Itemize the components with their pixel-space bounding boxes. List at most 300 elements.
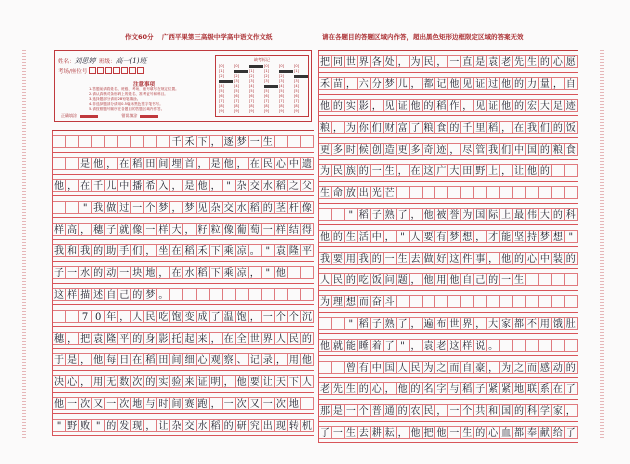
grid-cell: 地	[288, 397, 301, 410]
grid-cell: 7	[79, 310, 92, 323]
grid-cell: 实	[345, 100, 356, 112]
grid-cell: 他	[319, 231, 330, 243]
grid-cell	[565, 273, 578, 286]
notice-list	[89, 87, 209, 112]
grid-cell: 足	[552, 100, 563, 112]
grid-cell: 块	[131, 266, 144, 279]
grid-cell: "	[397, 230, 410, 243]
grid-cell: 记	[436, 79, 447, 91]
grid-cell: 民	[288, 332, 301, 345]
grid-cell: ，	[397, 166, 408, 178]
grid-cell: "	[262, 266, 275, 279]
grid-cell: 的	[262, 201, 275, 214]
grid-cell: 给	[552, 427, 563, 439]
grid-cell: 观	[210, 353, 223, 366]
grid-cell: 题	[397, 275, 408, 287]
grid-cell: 就	[118, 223, 131, 236]
grid-cell: ，	[249, 310, 262, 323]
grid-cell: ，	[501, 166, 512, 178]
grid-cell: 粮	[423, 122, 434, 134]
grid-cell	[513, 339, 526, 352]
grid-cell: 父	[301, 179, 314, 192]
grid-cell: 心	[275, 157, 288, 170]
grid-cell: 隆	[288, 244, 301, 257]
binding-stripe-right	[600, 50, 604, 440]
grid-cell	[487, 295, 500, 308]
grid-cell: ，	[79, 223, 92, 236]
grid-cell: ，	[410, 79, 421, 91]
grid-cell	[539, 295, 552, 308]
grid-cell: 水	[183, 266, 196, 279]
grid-cell: 一	[345, 406, 356, 418]
grid-cell: 次	[275, 397, 288, 410]
grid-cell: 沉	[301, 310, 314, 323]
grid-cell: 一	[223, 397, 236, 410]
grid-cell: ，	[144, 419, 157, 432]
grid-cell: 更	[319, 144, 330, 156]
grid-cell: 田	[157, 353, 170, 366]
grid-cell	[552, 186, 565, 199]
grid-cell: 证	[475, 79, 486, 91]
grid-cell: 一	[66, 397, 79, 410]
grid-cell	[53, 201, 66, 214]
grid-cell: 中	[539, 253, 550, 265]
grid-cell: 而	[358, 297, 369, 309]
grid-cell: 是	[210, 157, 223, 170]
grid-cell: 奋	[371, 297, 382, 309]
grid-cell: 是	[183, 179, 196, 192]
grid-cell: 尽	[462, 144, 473, 156]
grid-cell: 生	[462, 427, 473, 439]
grid-cell: 乘	[223, 266, 236, 279]
grid-cell: 稻	[197, 266, 210, 279]
grid-cell: 我	[79, 244, 92, 257]
grid-cell: 同	[332, 57, 343, 69]
grid-cell	[183, 288, 196, 301]
grid-cell: 他	[501, 79, 512, 91]
grid-cell: 把	[79, 332, 92, 345]
grid-cell: 世	[249, 332, 262, 345]
grid-cell: 他	[410, 427, 421, 439]
grid-cell	[565, 339, 578, 352]
grid-cell: 为	[410, 57, 421, 69]
grid-cell: 的	[358, 166, 369, 178]
grid-cell: 先	[332, 384, 343, 396]
grid-cell: 的	[565, 362, 576, 374]
grid-cell: ，	[475, 318, 486, 330]
grid-line	[52, 305, 314, 327]
grid-cell: 生	[345, 231, 356, 243]
grid-cell: 证	[488, 100, 499, 112]
grid-cell: 处	[384, 57, 395, 69]
grid-cell: 在	[223, 332, 236, 345]
grid-cell: 们	[539, 122, 550, 134]
grid-cell: 像	[131, 223, 144, 236]
grid-line	[318, 378, 578, 400]
grid-cell	[332, 208, 345, 221]
grid-cell	[539, 186, 552, 199]
grid-cell: 子	[105, 223, 118, 236]
grid-cell: 研	[236, 419, 249, 432]
grid-line	[52, 240, 314, 262]
grid-cell: 萄	[249, 223, 262, 236]
grid-cell: 地	[144, 266, 157, 279]
grid-cell: 为	[501, 362, 512, 374]
grid-cell: 籽	[197, 223, 210, 236]
grid-cell: 的	[345, 275, 356, 287]
grid-cell: 他	[501, 253, 512, 265]
grid-cell: 了	[565, 427, 576, 439]
answer-instruction: 请在各题目的答题区域内作答，超出黑色矩形边框限定区域的答案无效	[322, 33, 524, 41]
grid-cell: 用	[436, 275, 447, 287]
grid-cell: 和	[66, 244, 79, 257]
correct-fill-sample	[80, 115, 98, 118]
grid-cell: 人	[275, 332, 288, 345]
grid-cell: 赛	[183, 397, 196, 410]
grid-cell: 就	[332, 340, 343, 352]
grid-line	[318, 116, 578, 138]
grid-cell: 的	[539, 57, 550, 69]
notice-title: 注意事项	[133, 82, 156, 88]
grid-cell: 的	[475, 427, 486, 439]
grid-cell: ，	[66, 179, 79, 192]
grid-cell: ，	[249, 266, 262, 279]
grid-cell: 名	[423, 384, 434, 396]
grid-cell: 细	[183, 353, 196, 366]
grid-cell: 、	[236, 353, 249, 366]
grid-cell: 个	[144, 201, 157, 214]
grid-cell: 明	[210, 375, 223, 388]
grid-cell	[332, 361, 345, 374]
grid-cell: 起	[183, 332, 196, 345]
grid-cell: 的	[131, 288, 144, 301]
grid-cell: 紧	[501, 384, 512, 396]
grid-cell: 力	[526, 79, 537, 91]
grid-cell: 一	[249, 135, 262, 148]
grid-cell: 出	[262, 419, 275, 432]
grid-cell: 高	[66, 223, 79, 236]
grid-cell: 下	[288, 375, 301, 388]
grid-cell: "	[397, 339, 410, 352]
grid-cell: 数	[118, 375, 131, 388]
grid-cell: 的	[514, 100, 525, 112]
grid-cell: 交	[223, 201, 236, 214]
grid-cell: 做	[105, 201, 118, 214]
grid-cell: 梦	[539, 231, 550, 243]
grid-cell	[301, 397, 314, 410]
grid-cell	[275, 288, 288, 301]
grid-cell: ，	[488, 362, 499, 374]
grid-cell: 子	[475, 384, 486, 396]
grid-cell: 六	[358, 79, 369, 91]
grid-cell: ，	[488, 253, 499, 265]
grid-cell	[539, 339, 552, 352]
grid-cell: 系	[539, 384, 550, 396]
grid-line	[52, 371, 314, 393]
grid-cell: 这	[53, 288, 66, 301]
grid-cell: ，	[79, 353, 92, 366]
grid-cell: 不	[526, 318, 537, 330]
grid-cell: 睡	[358, 340, 369, 352]
grid-cell: 一	[131, 201, 144, 214]
grid-cell: 之	[288, 179, 301, 192]
grid-cell: 地	[514, 384, 525, 396]
grid-cell: 活	[358, 231, 369, 243]
grid-cell: 的	[144, 375, 157, 388]
grid-cell	[170, 288, 183, 301]
grid-cell: 世	[449, 318, 460, 330]
grid-cell: 才	[488, 231, 499, 243]
grid-cell: 。	[249, 244, 262, 257]
grid-cell: 了	[565, 384, 576, 396]
seat-number-cells	[89, 67, 145, 76]
grid-cell: ，	[371, 100, 382, 112]
grid-cell: 他	[92, 157, 105, 170]
grid-cell: 心	[488, 427, 499, 439]
grid-cell: ，	[210, 332, 223, 345]
grid-cell: 老	[436, 340, 447, 352]
grid-cell: 见	[475, 100, 486, 112]
grid-cell: 光	[371, 188, 382, 200]
grid-cell: ，	[397, 427, 408, 439]
grid-cell: 子	[371, 209, 382, 221]
grid-cell: 饭	[565, 122, 576, 134]
grid-cell: 苗	[332, 79, 343, 91]
grid-cell: 描	[79, 288, 92, 301]
grid-cell: 食	[436, 122, 447, 134]
grid-cell	[410, 295, 423, 308]
grid-cell: 心	[526, 253, 537, 265]
grid-cell: ，	[565, 406, 576, 418]
grid-cell: 之	[436, 362, 447, 374]
grid-cell: 。	[488, 340, 499, 352]
grid-cell: 为	[319, 166, 330, 178]
grid-cell: ，	[105, 157, 118, 170]
grid-cell: 样	[157, 223, 170, 236]
grid-cell: 生	[345, 427, 356, 439]
grid-cell: 饱	[236, 310, 249, 323]
grid-cell: 食	[565, 144, 576, 156]
grid-cell: 在	[118, 157, 131, 170]
grid-cell: ，	[79, 375, 92, 388]
grid-cell: ，	[552, 79, 563, 91]
grid-cell: 过	[118, 201, 131, 214]
grid-cell: 。	[157, 288, 170, 301]
score-tag: 作文60分	[125, 33, 154, 41]
essay-grid-right	[318, 50, 578, 443]
grid-cell: 地	[131, 397, 144, 410]
grid-cell: 我	[488, 144, 499, 156]
grid-cell: ，	[210, 179, 223, 192]
grid-cell: 我	[319, 253, 330, 265]
grid-cell: 让	[514, 166, 525, 178]
grid-cell: 田	[144, 157, 157, 170]
grid-cell: 自	[105, 288, 118, 301]
grid-cell: ，	[384, 384, 395, 396]
grid-cell: 的	[552, 209, 563, 221]
grid-cell: 过	[488, 79, 499, 91]
grid-cell	[157, 135, 170, 148]
grid-cell: 得	[301, 223, 314, 236]
grid-cell: 学	[539, 406, 550, 418]
grid-cell	[275, 135, 288, 148]
grid-cell: 又	[249, 397, 262, 410]
grid-cell: 像	[301, 201, 314, 214]
grid-cell: 们	[371, 122, 382, 134]
grid-cell	[236, 288, 249, 301]
student-info-box	[54, 50, 312, 122]
grid-cell: 们	[501, 144, 512, 156]
grid-cell: 都	[514, 427, 525, 439]
grid-cell: 的	[92, 244, 105, 257]
grid-cell: 千	[462, 122, 473, 134]
grid-cell: 用	[539, 318, 550, 330]
grid-cell	[53, 310, 66, 323]
grid-cell: 他	[449, 79, 460, 91]
grid-line	[318, 204, 578, 226]
grid-cell: 动	[552, 362, 563, 374]
grid-cell: 梦	[384, 79, 395, 91]
grid-cell: 了	[210, 310, 223, 323]
grid-cell: 了	[397, 318, 408, 330]
grid-cell: 的	[539, 166, 550, 178]
grid-cell: 见	[197, 201, 210, 214]
grid-cell: 托	[170, 332, 183, 345]
grid-cell: 每	[105, 353, 118, 366]
seat-number-row	[58, 67, 145, 76]
grid-cell: 国	[384, 362, 395, 374]
grid-cell	[526, 339, 539, 352]
grid-cell: 想	[552, 231, 563, 243]
grid-cell	[565, 186, 578, 199]
grid-cell: 杂	[170, 419, 183, 432]
grid-cell: 梦	[157, 201, 170, 214]
notice-item: 1.答题前请将姓名、班级、考场、座号填写在规定位置。	[89, 87, 179, 91]
grid-cell: 他	[410, 100, 421, 112]
grid-cell: 现	[275, 419, 288, 432]
grid-cell: 说	[475, 340, 486, 352]
grid-cell: 作	[449, 100, 460, 112]
grid-cell: 饭	[371, 275, 382, 287]
grid-cell: 着	[371, 340, 382, 352]
grid-cell	[435, 295, 448, 308]
grid-cell	[423, 295, 436, 308]
grid-cell	[105, 135, 118, 148]
grid-cell: ，	[410, 340, 421, 352]
grid-cell	[301, 135, 314, 148]
grid-cell: 一	[449, 427, 460, 439]
grid-cell: ，	[436, 57, 447, 69]
grid-cell: ，	[144, 244, 157, 257]
grid-cell: 决	[53, 375, 66, 388]
grid-cell: 科	[565, 209, 576, 221]
grid-line	[318, 73, 578, 95]
grid-cell: 他	[53, 397, 66, 410]
grid-cell: ，	[384, 231, 395, 243]
grid-cell: 在	[170, 244, 183, 257]
essay-grid-left	[52, 130, 314, 436]
grid-cell: 中	[514, 144, 525, 156]
grid-cell: 想	[462, 231, 473, 243]
grid-cell: 的	[410, 384, 421, 396]
grid-cell: 他	[197, 179, 210, 192]
grid-cell: 的	[371, 253, 382, 265]
grid-cell: "	[79, 201, 92, 214]
grid-cell: 大	[170, 223, 183, 236]
grid-cell: 一	[384, 253, 395, 265]
grid-cell: 助	[105, 244, 118, 257]
grid-cell	[66, 157, 79, 170]
grid-cell	[487, 186, 500, 199]
grid-cell: 心	[66, 375, 79, 388]
grid-cell: 于	[53, 353, 66, 366]
grid-cell: ，	[501, 122, 512, 134]
grid-cell	[526, 295, 539, 308]
grid-cell: 下	[197, 135, 210, 148]
grid-cell: 一	[66, 266, 79, 279]
grid-cell	[552, 273, 565, 286]
grid-cell: 把	[423, 427, 434, 439]
grid-cell: 伟	[526, 209, 537, 221]
grid-cell: 袁	[423, 340, 434, 352]
grid-cell: 梦	[144, 288, 157, 301]
grid-line	[318, 313, 578, 335]
grid-cell: 来	[183, 375, 196, 388]
notice-item: 3.选择题部分请用2B铅笔填涂。	[89, 97, 141, 101]
grid-cell: 他	[301, 353, 314, 366]
grid-cell: 次	[79, 397, 92, 410]
grid-cell: 上	[488, 166, 499, 178]
grid-cell	[397, 186, 410, 199]
grid-line	[52, 262, 314, 284]
grid-cell	[500, 295, 513, 308]
grid-cell: 用	[345, 253, 356, 265]
grid-cell: 粮	[552, 144, 563, 156]
grid-cell: 先	[514, 57, 525, 69]
grid-cell: 稻	[358, 318, 369, 330]
grid-cell: "	[223, 179, 236, 192]
grid-cell: 他	[423, 275, 434, 287]
grid-cell	[301, 288, 314, 301]
grid-cell: 生	[526, 57, 537, 69]
grid-cell: 稻	[488, 122, 499, 134]
grid-cell: 曾	[345, 362, 356, 374]
grid-cell: 水	[262, 179, 275, 192]
grid-cell: 们	[131, 244, 144, 257]
grid-cell: 稻	[358, 209, 369, 221]
grid-cell: 禾	[183, 135, 196, 148]
grid-cell: 0	[92, 310, 105, 323]
grid-cell: 乘	[223, 244, 236, 257]
sheet-header	[125, 32, 272, 41]
grid-cell: 子	[371, 318, 382, 330]
grid-cell: 个	[275, 310, 288, 323]
class-value: 高一(1)班	[115, 57, 147, 65]
grid-cell: 富	[397, 122, 408, 134]
grid-cell	[448, 295, 461, 308]
grid-cell: "	[53, 419, 66, 432]
grid-cell: 大	[539, 100, 550, 112]
grid-cell: 宏	[526, 100, 537, 112]
grid-cell: 国	[475, 209, 486, 221]
grid-cell: 像	[223, 223, 236, 236]
grid-cell: 的	[565, 253, 576, 265]
grid-cell: 述	[92, 288, 105, 301]
grid-cell: 人	[410, 231, 421, 243]
grid-cell: 芒	[384, 188, 395, 200]
grid-cell: 他	[397, 384, 408, 396]
grid-cell: 家	[501, 318, 512, 330]
